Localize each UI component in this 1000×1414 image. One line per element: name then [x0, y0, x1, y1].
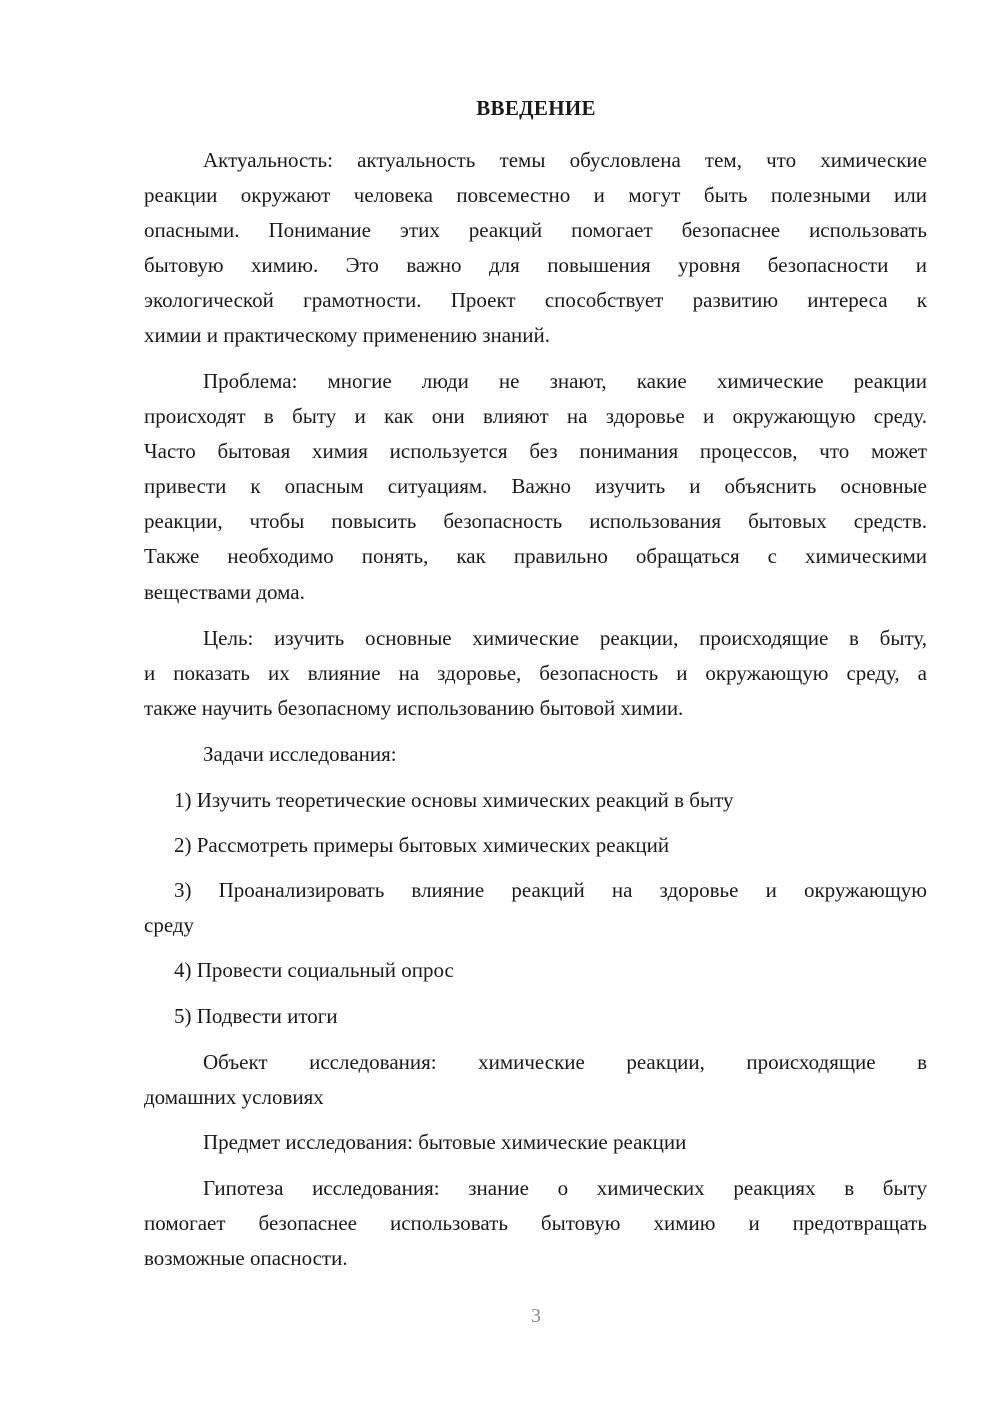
text-line: Гипотеза исследования: знание о химических реакциях в быту [203, 1176, 927, 1200]
text-line: помогает безопаснее использовать бытовую химию и предотвращать [144, 1211, 927, 1235]
text-line: происходят в быту и как они влияют на здоровье и окружающую среду. [144, 404, 927, 428]
text-line: Предмет исследования: бытовые химические реакции [203, 1130, 687, 1154]
text-line: возможные опасности. [144, 1246, 348, 1270]
page-number: 3 [531, 1305, 541, 1327]
task-item: 2) Рассмотреть примеры бытовых химических реакций [174, 833, 670, 857]
task-item: 3) Проанализировать влияние реакций на здоровье и окружающую [174, 878, 927, 902]
text-line: и показать их влияние на здоровье, безопасность и окружающую среду, а [144, 661, 927, 685]
task-item: 5) Подвести итоги [174, 1004, 338, 1028]
text-line: Проблема: многие люди не знают, какие химические реакции [203, 369, 927, 393]
tasks-title: Задачи исследования: [203, 742, 397, 766]
text-line: реакции, чтобы повысить безопасность использования бытовых средств. [144, 509, 927, 533]
text-line: Также необходимо понять, как правильно обращаться с химическими [144, 544, 927, 568]
text-line: привести к опасным ситуациям. Важно изучить и объяснить основные [144, 474, 927, 498]
text-line: реакции окружают человека повсеместно и могут быть полезными или [144, 183, 927, 207]
text-line: химии и практическому применению знаний. [144, 323, 551, 347]
text-line: экологической грамотности. Проект способствует развитию интереса к [144, 288, 927, 312]
text-line: опасными. Понимание этих реакций помогает безопаснее использовать [144, 218, 927, 242]
task-item: 1) Изучить теоретические основы химических реакций в быту [174, 788, 734, 812]
text-line: домашних условиях [144, 1085, 324, 1109]
text-line: Объект исследования: химические реакции, происходящие в [203, 1050, 927, 1074]
text-line: Часто бытовая химия используется без понимания процессов, что может [144, 439, 927, 463]
task-item-continuation: среду [144, 913, 195, 937]
text-line: веществами дома. [144, 580, 305, 604]
text-line: также научить безопасному использованию бытовой химии. [144, 696, 684, 720]
text-line: Цель: изучить основные химические реакции, происходящие в быту, [203, 626, 927, 650]
text-line: бытовую химию. Это важно для повышения уровня безопасности и [144, 253, 927, 277]
section-heading: ВВЕДЕНИЕ [476, 96, 596, 120]
text-line: Актуальность: актуальность темы обусловлена тем, что химические [203, 148, 927, 172]
task-item: 4) Провести социальный опрос [174, 958, 454, 982]
